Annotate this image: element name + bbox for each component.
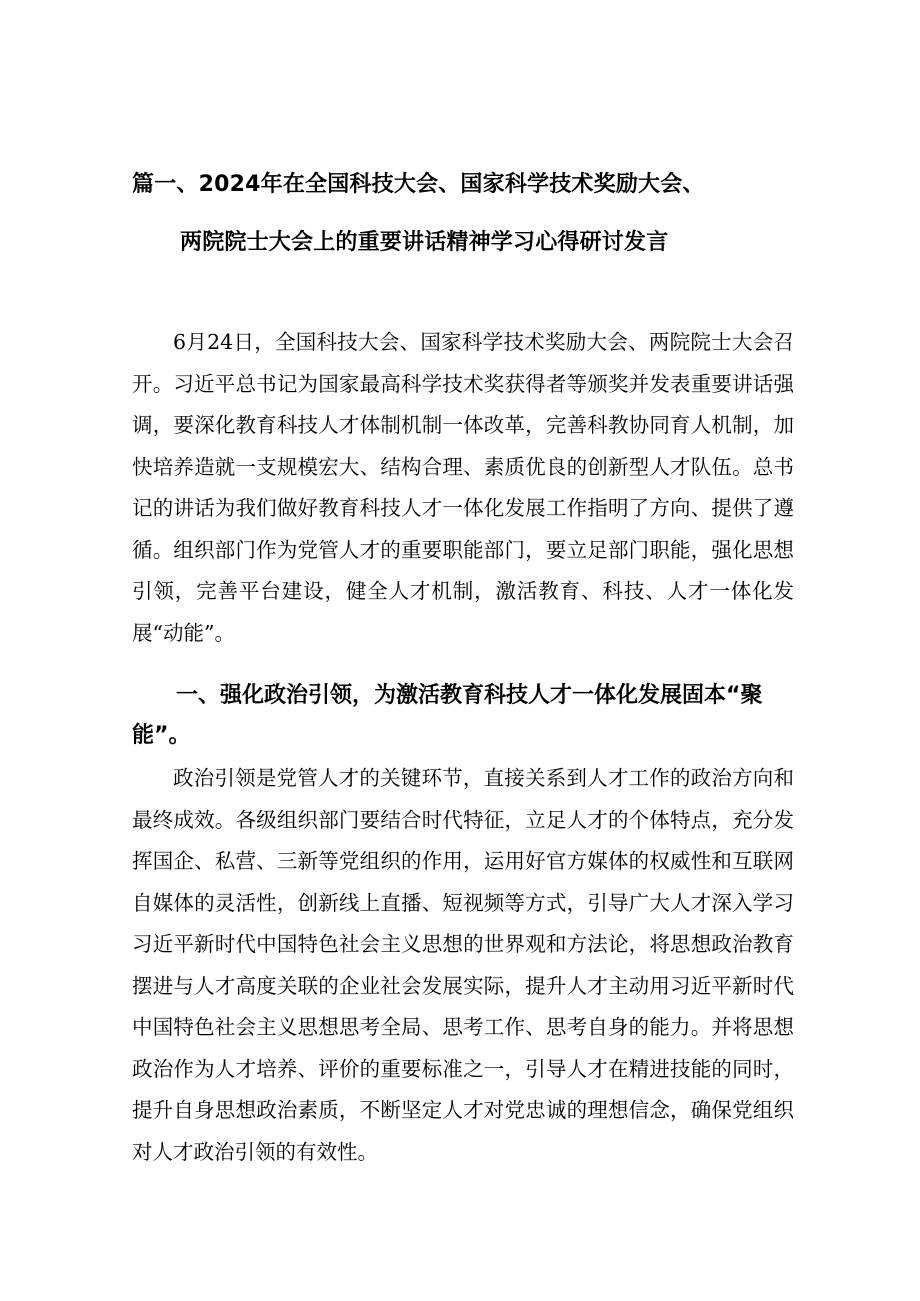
paragraph-section-1: 政治引领是党管人才的关键环节，直接关系到人才工作的政治方向和最终成效。各级组织部门要结合时代特征，立足人才的个体特点，充分发挥国企、私营、三新等党组织的作用，运用好官方媒体的权威性和互联网自媒体的灵活性，创新线上直播、短视频等方式，引导广大人才深入学习习近平新时代中国特色社会主义思想的世界观和方法论，将思想政治教育摆进与人才高度关联的企业社会发展实际，提升人才主动用习近平新时代中国特色社会主义思想思考全局、思考工作、思考自身的能力。并将思想政治作为人才培养、评价的重要标准之一，引导人才在精进技能的同时，提升自身思想政治素质，不断坚定人才对党忠诚的理想信念，确保党组织对人才政治引领的有效性。 — [132, 766, 794, 1164]
document-title-line-2: 两院院士大会上的重要讲话精神学习心得研讨发言 — [180, 230, 669, 255]
paragraph-intro: 6月24日，全国科技大会、国家科学技术奖励大会、两院院士大会召开。习近平总书记为国家最高科学技术奖获得者等颁奖并发表重要讲话强调，要深化教育科技人才体制机制一体改革，完善科教协同育人机制，加快培养造就一支规模宏大、结构合理、素质优良的创新型人才队伍。总书记的讲话为我们做好教育科技人才一体化发展工作指明了方向、提供了遵循。组织部门作为党管人才的重要职能部门，要立足部门职能，强化思想引领，完善平台建设，健全人才机制，激活教育、科技、人才一体化发展“动能”。 — [132, 330, 794, 645]
section-heading-1: 一、强化政治引领，为激活教育科技人才一体化发展固本“聚能”。 — [132, 683, 763, 748]
document-title-line-1: 篇一、2024年在全国科技大会、国家科学技术奖励大会、 — [132, 172, 705, 197]
